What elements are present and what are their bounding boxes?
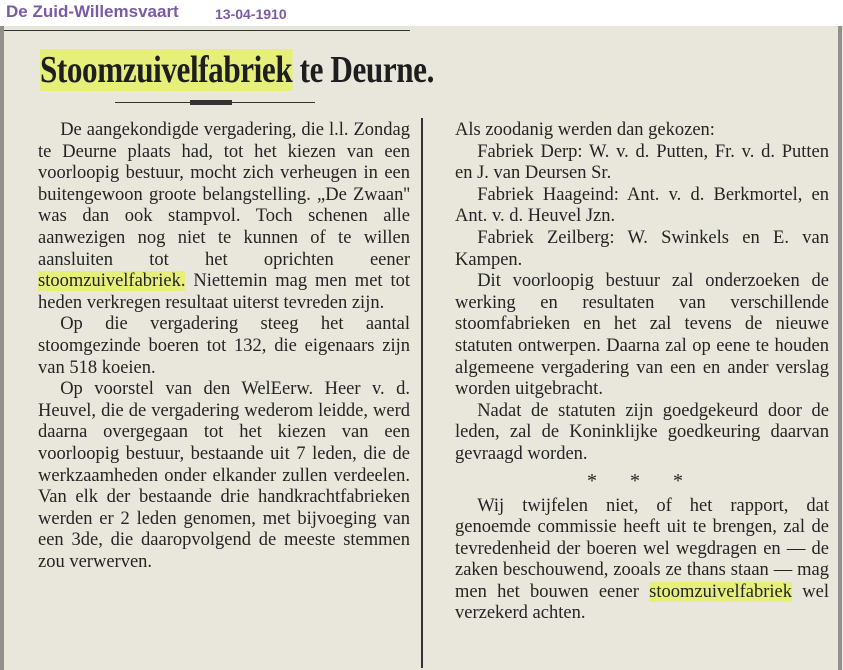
paragraph — [455, 185, 829, 228]
title-ornament — [190, 100, 232, 105]
paragraph-text: Op voorstel van den WelEerw. Heer v. d. Heuvel, die de vergadering wederom leidde, werd daarna overgegaan tot het kiezen van een voorloopig bestuur, bestaande uit 7 leden, die de werkzaamheden onder elkander zullen verdeelen. Van elk der bestaande drie handkrachtfabrieken werden er 2 leden genomen, met bijvoeging van een 3de, die daaropvolgend de meeste stemmen zou verwerven. — [38, 379, 410, 572]
title-rest: te Deurne. — [292, 49, 434, 91]
paragraph-text: wel verzekerd achten. — [455, 581, 829, 624]
paragraph-text: De aangekondigde vergadering, die l.l. Zondag te Deurne plaats had, tot het kiezen van een voorloopig bestuur, mocht zich verheugen in een buitengewoon groote belangstelling. „De Zwaan'' was dan ook stampvol. Toch schenen alle aanwezigen nog niet te kunnen of te willen aansluiten tot het oprichten eener — [38, 120, 410, 270]
column-divider — [421, 118, 423, 668]
paragraph — [455, 120, 829, 142]
article-title — [40, 48, 434, 92]
paragraph — [38, 314, 410, 379]
left-edge-bleed — [0, 26, 4, 670]
paragraph — [455, 271, 829, 401]
paragraph-text: Nadat de statuten zijn goedgekeurd door de leden, zal de Koninklijke goedkeuring daarvan gevraagd worden. — [455, 400, 829, 464]
paragraph-text: Als zoodanig werden dan gekozen: — [455, 120, 715, 140]
left-column — [38, 120, 410, 573]
paragraph-text: Wij twijfelen niet, of het rapport, dat genoemde commissie heeft uit te brengen, zal de tevredenheid der boeren wel wegdragen en — de zaken beschouwend, zooals ze thans staan — mag men het bouwen eener — [455, 495, 829, 602]
paragraph — [38, 120, 410, 314]
paragraph-text: Niettemin mag men met tot heden verkregen resultaat uiterst tevreden zijn. — [38, 271, 410, 313]
right-edge-bleed — [838, 26, 842, 670]
paragraph-text: Fabriek Derp: W. v. d. Putten, Fr. v. d. Putten en J. van Deursen Sr. — [455, 141, 829, 184]
paragraph — [455, 228, 829, 271]
paragraph-text: Fabriek Zeilberg: W. Swinkels en E. van Kampen. — [455, 227, 829, 270]
publication-name: De Zuid-Willemsvaart — [6, 2, 179, 21]
right-column — [455, 120, 829, 625]
paragraph — [38, 379, 410, 573]
paragraph — [455, 142, 829, 185]
title-highlight: Stoomzuivelfabriek — [40, 49, 293, 91]
paragraph-text: Dit voorloopig bestuur zal onderzoeken de werking en resultaten van verschillende stoomfabrieken en het zal tevens de nieuwe statuten ontwerpen. Daarna zal op eene te houden algemeene vergadering van een en ander verslag worden uitgebracht. — [455, 271, 829, 400]
paragraph-text: Fabriek Haageind: Ant. v. d. Berkmortel, en Ant. v. d. Heuvel Jzn. — [455, 184, 829, 227]
highlighted-term: stoomzuivelfabriek. — [38, 271, 186, 292]
paragraph — [455, 401, 829, 466]
section-separator: * * * — [587, 469, 697, 492]
closing-paragraph — [455, 496, 829, 626]
highlighted-term: stoomzuivelfabriek — [649, 581, 792, 602]
paragraph-text: Op die vergadering steeg het aantal stoomgezinde boeren tot 132, die eigenaars zijn van 518 koeien. — [38, 314, 410, 378]
page-header — [0, 0, 843, 26]
publication-date: 13-04-1910 — [215, 6, 287, 22]
newspaper-clipping — [0, 26, 843, 670]
top-rule — [4, 30, 410, 31]
